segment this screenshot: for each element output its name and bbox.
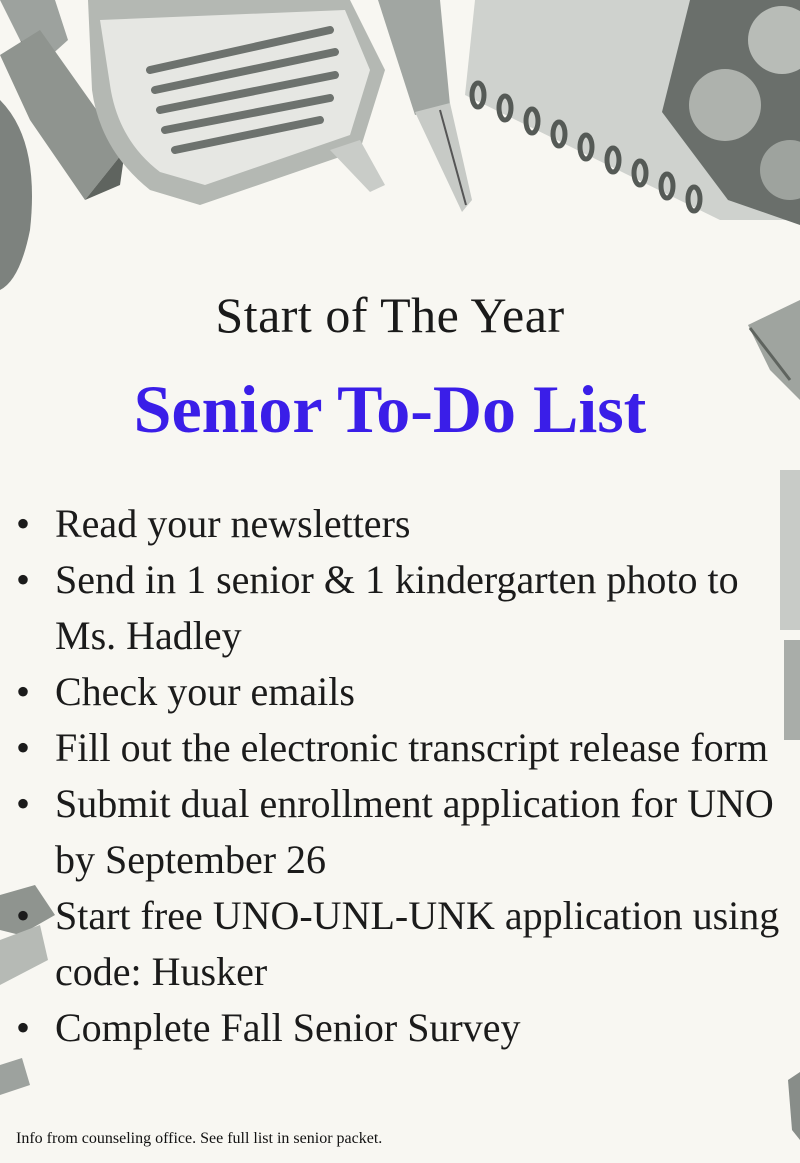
list-item xyxy=(14,664,800,720)
bullet-icon: • xyxy=(16,557,31,602)
list-item-text: Start free UNO-UNL-UNK application using code: Husker xyxy=(55,893,780,994)
bullet-icon: • xyxy=(16,781,31,826)
todo-list xyxy=(14,496,800,1056)
bullet-icon: • xyxy=(16,893,31,938)
footer-note: Info from counseling office. See full list in senior packet. xyxy=(16,1130,383,1147)
pencil-case-icon xyxy=(88,0,385,205)
fountain-pen-icon xyxy=(378,0,472,212)
subtitle: Start of The Year xyxy=(215,287,565,343)
list-item-text: Complete Fall Senior Survey xyxy=(55,1005,521,1050)
list-item xyxy=(14,552,800,664)
list-item-text: Read your newsletters xyxy=(55,501,411,546)
marker-icon xyxy=(788,1072,800,1140)
list-item-text: Submit dual enrollment application for UNO by September 26 xyxy=(55,781,774,882)
bullet-icon: • xyxy=(16,669,31,714)
list-item-text: Check your emails xyxy=(55,669,355,714)
list-item-text: Fill out the electronic transcript release form xyxy=(55,725,769,770)
list-item xyxy=(14,720,800,776)
list-item xyxy=(14,776,800,888)
page-title: Senior To-Do List xyxy=(133,371,647,447)
list-item xyxy=(14,888,800,1000)
bullet-icon: • xyxy=(16,501,31,546)
bullet-icon: • xyxy=(16,725,31,770)
eraser-icon xyxy=(0,1058,30,1095)
bag-icon xyxy=(0,100,32,290)
list-item xyxy=(14,1000,800,1056)
list-item xyxy=(14,496,800,552)
bullet-icon: • xyxy=(16,1005,31,1050)
list-item-text: Send in 1 senior & 1 kindergarten photo to Ms. Hadley xyxy=(55,557,739,658)
